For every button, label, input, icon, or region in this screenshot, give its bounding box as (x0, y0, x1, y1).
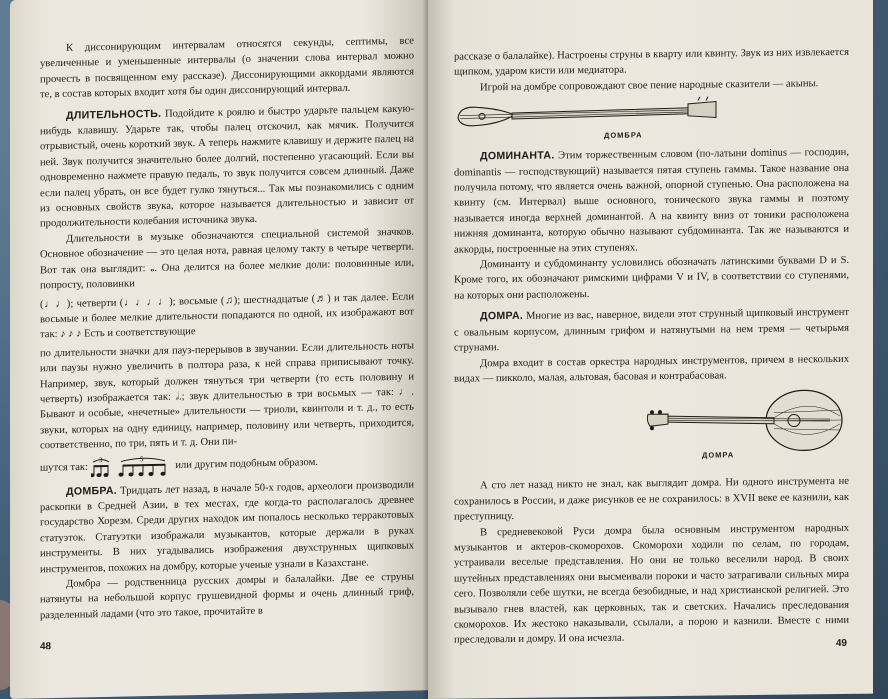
page-number-right: 49 (835, 637, 847, 650)
domra-text: Многие из вас, наверное, видели этот струнный щипковый инструмент с овальным корпусом, длинным грифом и натянутыми на нем тремя — четырьмя струнами. (454, 307, 849, 354)
dominant-text: Этим торжественным словом (по-латыни dominus — господин, dominantis — господствующий) называется пятая ступень гаммы. Такое название она получила потому, что является очень важной, опорной ступенью. Она расположена на квинту (см. Интервал) выше основного, тонического звука гаммы и поэтому называется иногда верхней доминантой. А на квинту вниз от тоники расположена нижняя доминанта, которую обычно называют субдоминанта. Так же называются и аккорды, построенные на этих ступенях. (454, 147, 849, 256)
tuplets-lead: шутся так: (40, 461, 88, 474)
dominant-paragraph (454, 145, 849, 258)
dombra-caption: ДОМБРА (604, 130, 643, 141)
dominant-letters-paragraph: Доминанту и субдоминанту условились обозначать латинскими буквами D и S. Кроме того, их обозначают римскими цифрами V и IV, в соответствии со ступенями, на которых они расположены. (454, 254, 849, 302)
tuplet-notation-icon (91, 454, 173, 478)
duration-notation-paragraph: Длительности в музыке обозначаются специальной системой значков. Основное обозначение — это целая нота, равная целому такту в четыре четверти. Вот так она выглядит: 𝅝. Она делится на более мелкие доли: половинные или, попросту, половинки (40, 226, 414, 292)
dombra-illustration-icon (454, 97, 724, 134)
dombra-text: Тридцать лет назад, в начале 50-х годов, археологи производили раскопки в Средней Азии, в тех местах, где когда-то располагалось древнее государство Хорезм. Среди других находок им попалось несколько терракотовых статуэток. Статуэтки изображали музыкантов, которые держали в руках инструменты. В них угадывались изображения двухструнных щипковых инструментов, похожих на домбру, которые ученые узнали в Казахстане. (40, 479, 415, 575)
duration-heading: ДЛИТЕЛЬНОСТЬ. (66, 107, 162, 122)
dombra-paragraph (40, 477, 414, 577)
duration-paragraph (40, 101, 414, 232)
dombra-heading: ДОМБРА. (66, 484, 118, 498)
duration-notes-paragraph: (♩♩); четверти (♩♩♩♩); восьмые (♫); шестнадцатые (♬) и так далее. Если восьмые и более мелкие длительности попадаются по одной, их изображают вот так: ♪ ♪ ♪ Есть и соответствующие (40, 291, 414, 341)
left-page (10, 0, 428, 699)
page-number-left: 48 (40, 641, 52, 653)
duration-text: Подойдите к роялю и быстро ударьте пальцем какую-нибудь клавишу. Ударьте так, чтобы палец отскочил, как мячик. Получится отрывистый, очень короткий звук. А теперь нажмите клавишу и держите палец на ней. Звук получится значительно более долгий, постепенно угасающий. Если вы одновременно нажмете правую педаль, то звук получится совсем длинный. Даже если палец убрать, он все будет гулко тянуться... Так мы познакомились с одним из основных свойств звука, которое называется длительностью и зависит от продолжительности колебания источника звука. (40, 103, 414, 230)
tuplets-trail: или другим подобным образом. (175, 456, 318, 471)
domra-history-paragraph: А сто лет назад никто не знал, как выглядит домра. Ни одного инструмента не сохранилось в России, и даже рисунков ее не сохранилось: в XVII веке ее казнили, как преступницу. (454, 476, 849, 523)
domra-caption: ДОМРА (702, 450, 735, 460)
dominant-heading: ДОМИНАНТА. (480, 149, 555, 163)
domra-figure (454, 386, 849, 465)
dombra-figure (454, 95, 849, 144)
domra-paragraph (454, 305, 849, 356)
duration-pauses-paragraph: по длительности значки для пауз-перерывов в звучании. Если длительность ноты или паузы нужно увеличить в полтора раза, к ней справа приписывают точку. Например, звук, который должен тянуться три четверти (то есть половину и четверть) изображается так: 𝅗𝅥.; звук длительностью в три восьмых — так: ♩. Бывают и особые, «нечетные» длительности — триоли, квинтоли и т. д., то есть звуки, которых на одну единицу, например, половину или четверть, приходится, соответственно, по три, пять и т. д. Они пи- (40, 340, 414, 452)
domra-illustration-icon (644, 386, 844, 454)
right-page (428, 0, 873, 699)
dombra-relatives-paragraph: Домбра — родственница русских домры и балалайки. Две ее струны натянуты на небольшой корпус грушевидной формы и очень длинный гриф, разделенный ладами (что это такое, прочитайте в (40, 571, 414, 622)
domra-skomorokhi-paragraph: В средневековой Руси домра была основным инструментом народных музыкантов и актеров-скоморохов. Скоморохи ходили по селам, по городам, устраивали веселые представления. Но они не только веселили народ. В своих шутейных представлениях они высмеивали пороки и часто затрагивали сильных мира сего. Позволяли себе шутки, не всегда безобидные, и над христианской религией. Это вызывало гнев властей, как церковных, так и светских. Начались преследования скоморохов. Их жестоко наказывали, ссылали, а порою и казнили. Вместе с ними преследовали и домру. И она исчезла. (454, 522, 849, 647)
intro-paragraph: К диссонирующим интервалам относятся секунды, септимы, все увеличенные и уменьшенные интервалы (о значении слова интервал можно прочесть в посвященном ему рассказе). Диссонирующими аккордами являются те, в состав которых входит хотя бы один диссонирующий интервал. (40, 35, 414, 101)
tuplets-line (40, 449, 414, 479)
svg-text:3: 3 (98, 455, 103, 464)
akyn-line: Игрой на домбре сопровождают свое пение народные сказители — акыны. (480, 78, 819, 94)
svg-text:5: 5 (139, 454, 144, 463)
domra-heading: ДОМРА. (480, 310, 524, 323)
dombra-continued: рассказе о балалайке). Настроены струны в кварту или квинту. Звук из них извлекается щипком, ударом кисти или медиатора. (454, 46, 849, 79)
domra-orchestra-paragraph: Домра входит в состав оркестра народных инструментов, причем в нескольких видах — пикколо, малая, альтовая, басовая и контрабасовая. (454, 353, 849, 385)
